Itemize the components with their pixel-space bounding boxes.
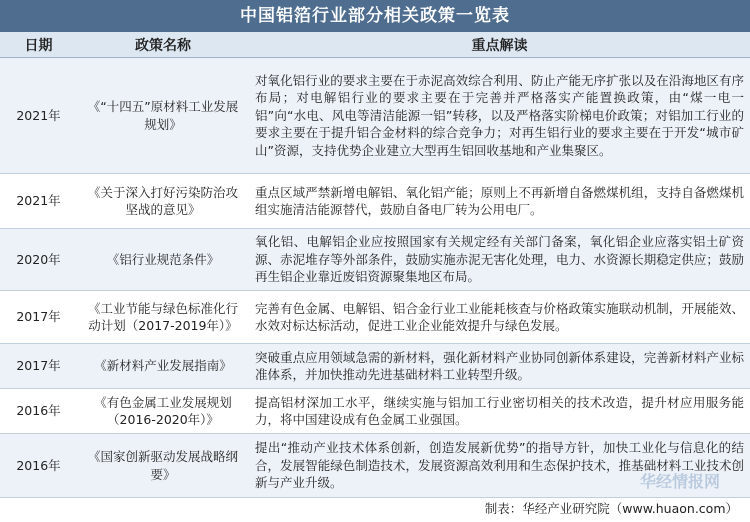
row-policy-name: 《工业节能与绿色标准化行动计划（2017-2019年）》: [77, 291, 249, 344]
row-date: 2016年: [0, 434, 77, 498]
row-policy-name: 《“十四五”原材料工业发展规划》: [77, 58, 249, 174]
table-source-footer: 制表：华经产业研究院（www.huaon.com）: [484, 501, 738, 516]
policy-table: [0, 32, 750, 498]
row-key-points: 完善有色金属、电解铝、铝合金行业工业能耗核查与价格政策实施联动机制，开展能效、水效对标达标活动，促进工业企业能效提升与绿色发展。: [249, 291, 750, 344]
row-key-points: 突破重点应用领域急需的新材料，强化新材料产业协同创新体系建设，完善新材料产业标准体系，并加快推动先进基础材料工业转型升级。: [249, 344, 750, 389]
row-policy-name: 《新材料产业发展指南》: [77, 344, 249, 389]
watermark-logo: 华经情报网: [639, 472, 720, 491]
row-key-points: 对氧化铝行业的要求主要在于赤泥高效综合利用、防止产能无序扩张以及在沿海地区有序布局；对电解铝行业的要求主要在于完善并严格落实产能置换政策，由“煤一电一铝”向“水电、风电等清洁能源一铝”转移，以及严格落实阶梯电价政策；对铝加工行业的要求主要在于提升铝合金材料的综合竞争力；对再生铝行业的要求主要在于开发“城市矿山”资源，支持优势企业建立大型再生铝回收基地和产业集聚区。: [249, 58, 750, 174]
row-date: 2020年: [0, 229, 77, 291]
table-row: [0, 58, 750, 174]
table-row: [0, 389, 750, 434]
header-date: 日期: [0, 32, 77, 58]
table-row: [0, 291, 750, 344]
table-title: 中国铝箔行业部分相关政策一览表: [0, 0, 750, 32]
row-date: 2021年: [0, 174, 77, 229]
table-row: [0, 344, 750, 389]
row-key-points: 提高铝材深加工水平，继续实施与铝加工行业密切相关的技术改造，提升材应用服务能力，将中国建设成有色金属工业强国。: [249, 389, 750, 434]
row-policy-name: 《关于深入打好污染防治攻坚战的意见》: [77, 174, 249, 229]
row-key-points: 氧化铝、电解铝企业应按照国家有关规定经有关部门备案，氧化铝企业应落实铝土矿资源、赤泥堆存等外部条件，鼓励实施赤泥无害化处理，电力、水资源长期稳定供应；鼓励再生铝企业靠近废铝资源聚集地区布局。: [249, 229, 750, 291]
header-key-points: 重点解读: [249, 32, 750, 58]
row-policy-name: 《有色金属工业发展规划（2016-2020年）》: [77, 389, 249, 434]
row-date: 2017年: [0, 291, 77, 344]
table-row: [0, 174, 750, 229]
table-header-row: [0, 32, 750, 58]
row-policy-name: 《国家创新驱动发展战略纲要》: [77, 434, 249, 498]
row-date: 2016年: [0, 389, 77, 434]
header-policy-name: 政策名称: [77, 32, 249, 58]
row-key-points: 提出“推动产业技术体系创新，创造发展新优势”的指导方针，加快工业化与信息化的结合，发展智能绿色制造技术，发展资源高效利用和生态保护技术，推基础材料工业技术创新与产业升级。: [249, 434, 750, 498]
row-date: 2021年: [0, 58, 77, 174]
table-row: [0, 229, 750, 291]
row-policy-name: 《铝行业规范条件》: [77, 229, 249, 291]
row-key-points: 重点区域严禁新增电解铝、氧化铝产能；原则上不再新增自备燃煤机组，支持自备燃煤机组实施清洁能源替代，鼓励自备电厂转为公用电厂。: [249, 174, 750, 229]
table-row: [0, 434, 750, 498]
row-date: 2017年: [0, 344, 77, 389]
